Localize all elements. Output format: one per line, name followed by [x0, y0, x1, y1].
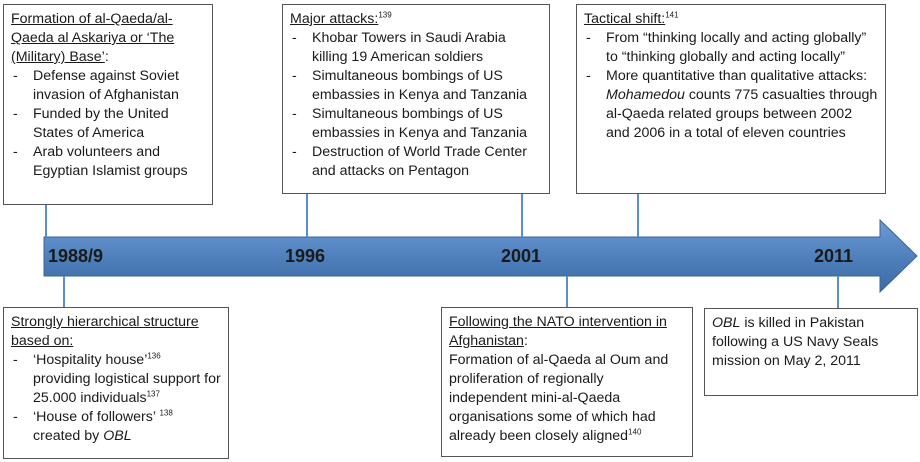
bullet-list: [11, 67, 205, 181]
connector-tactical-top: [637, 194, 639, 237]
list-item: - Simultaneous bombings of US embassies in Kenya and Tanzania: [290, 67, 542, 105]
list-item: - Defense against Soviet invasion of Afghanistan: [11, 67, 205, 105]
box-hierarchical-structure: [3, 307, 229, 459]
box-body: Formation of al-Qaeda al Oum and proliferation of regionally independent mini-al-Qaeda organisations some of which had already been closely aligned$^{140}$: [449, 352, 669, 444]
box-heading: Tactical shift:$^{141}$: [584, 10, 679, 27]
year-label: 1996: [285, 246, 326, 266]
connector-2011-bottom: [837, 276, 839, 308]
list-item: - More quantitative than qualitative attacks: Mohamedou counts 775 casualties through al-Qaeda related groups between 2002 and 2006 in a total of eleven countries: [584, 67, 878, 143]
year-label: 2001: [501, 246, 542, 266]
list-item: - Simultaneous bombings of US embassies in Kenya and Tanzania: [290, 105, 542, 143]
box-formation: [3, 4, 213, 205]
bullet-list: [11, 351, 221, 446]
list-item: - From “thinking locally and acting globally” to “thinking globally and acting locally”: [584, 29, 878, 67]
box-body: OBL is killed in Pakistan following a US Navy Seals mission on May 2, 2011: [712, 315, 879, 369]
year-label: 1988/9: [48, 246, 104, 266]
box-heading: Major attacks:$^{139}$: [290, 10, 392, 27]
list-item: - Khobar Towers in Saudi Arabia killing 19 American soldiers: [290, 29, 542, 67]
connector-1996-top: [306, 193, 308, 237]
list-item: - ‘House of followers’ $^{138}$ created by OBL: [11, 408, 221, 446]
box-heading: Formation of al-Qaeda/al-Qaeda al Askariya or ‘The (Military) Base’:: [11, 11, 175, 65]
timeline-arrow-body: [44, 220, 917, 292]
year-label: 2011: [814, 246, 854, 266]
bullet-list: [290, 29, 542, 181]
box-nato-intervention: [441, 307, 693, 457]
connector-nato-bottom: [566, 276, 568, 307]
box-heading: Strongly hierarchical structure based on:: [11, 314, 199, 349]
box-heading: Following the NATO intervention in Afghanistan:: [449, 314, 667, 349]
list-item: - Arab volunteers and Egyptian Islamist groups: [11, 143, 205, 181]
list-item: - Funded by the United States of America: [11, 105, 205, 143]
connector-1988-bottom: [63, 276, 65, 307]
bullet-list: [584, 29, 878, 143]
connector-1988-top: [45, 205, 47, 237]
connector-2001-top: [521, 193, 523, 237]
list-item: - Destruction of World Trade Center and attacks on Pentagon: [290, 143, 542, 181]
box-obl-killed: [704, 308, 918, 396]
box-tactical-shift: [576, 4, 886, 194]
box-major-attacks: [282, 4, 550, 194]
list-item: - ‘Hospitality house’$^{136}$ providing logistical support for 25.000 individuals$^{137}$: [11, 351, 221, 408]
